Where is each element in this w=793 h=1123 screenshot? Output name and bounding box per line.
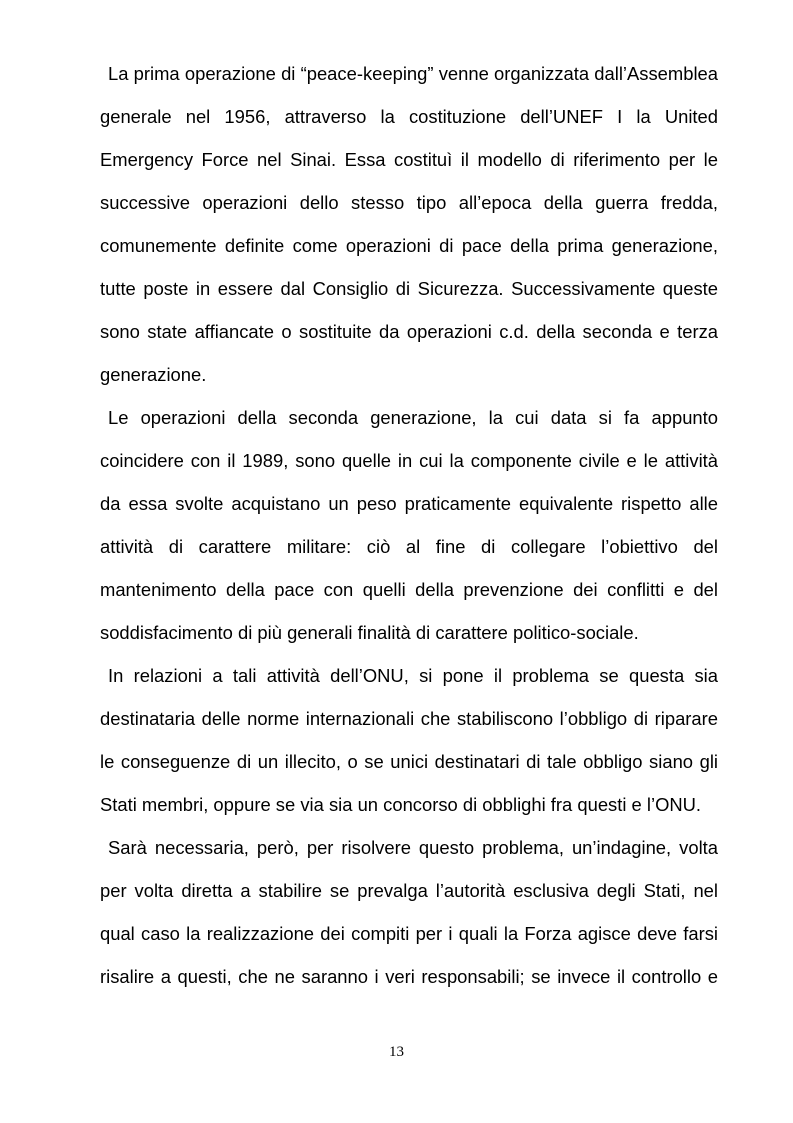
paragraph-3: In relazioni a tali attività dell’ONU, si pone il problema se questa sia destinataria delle norme internazionali che stabiliscono l’obbligo di riparare le conseguenze di un illecito, o se unici destinatari di tale obbligo siano gli Stati membri, oppure se via sia un concorso di obblighi fra questi e l’ONU. (100, 665, 718, 815)
page-number: 13 (389, 1044, 404, 1060)
paragraph-1: La prima operazione di “peace-keeping” venne organizzata dall’Assemblea generale nel 1956, attraverso la costituzione dell’UNEF I la United Emergency Force nel Sinai. Essa costituì il modello di riferimento per le successive operazioni dello stesso tipo all’epoca della guerra fredda, comunemente definite come operazioni di pace della prima generazione, tutte poste in essere dal Consiglio di Sicurezza. Successivamente queste sono state affiancate o sostituite da operazioni c.d. della seconda e terza generazione. (100, 63, 718, 385)
paragraph-4: Sarà necessaria, però, per risolvere questo problema, un’indagine, volta per volta diretta a stabilire se prevalga l’autorità esclusiva degli Stati, nel qual caso la realizzazione dei compiti per i quali la Forza agisce deve farsi risalire a questi, che ne saranno i veri responsabili; se invece il controllo e (100, 837, 718, 987)
body-text (100, 52, 718, 998)
paragraph-2: Le operazioni della seconda generazione, la cui data si fa appunto coincidere con il 1989, sono quelle in cui la componente civile e le attività da essa svolte acquistano un peso praticamente equivalente rispetto alle attività di carattere militare: ciò al fine di collegare l’obiettivo del mantenimento della pace con quelli della prevenzione dei conflitti e del soddisfacimento di più generali finalità di carattere politico-sociale. (100, 407, 718, 643)
